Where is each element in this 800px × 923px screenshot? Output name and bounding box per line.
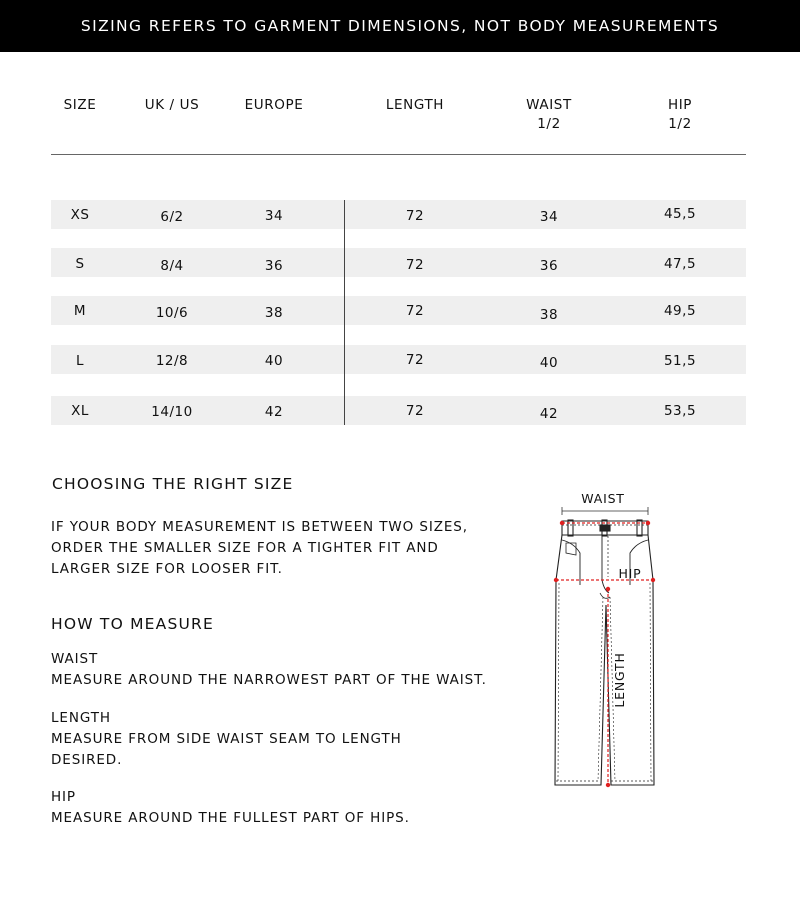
choosing-text xyxy=(51,517,468,580)
length-text xyxy=(51,729,402,771)
header-size-label: SIZE xyxy=(63,97,97,113)
choosing-line: IF YOUR BODY MEASUREMENT IS BETWEEN TWO SIZES, xyxy=(51,519,468,535)
waist-text xyxy=(51,670,487,691)
cell-europe: 38 xyxy=(264,305,284,321)
cell-ukus: 8/4 xyxy=(160,258,184,274)
hip-line: MEASURE AROUND THE FULLEST PART OF HIPS. xyxy=(51,810,410,826)
cell-waist: 42 xyxy=(539,406,559,422)
top-banner: SIZING REFERS TO GARMENT DIMENSIONS, NOT BODY MEASUREMENTS xyxy=(0,0,800,52)
cell-size: L xyxy=(75,353,85,369)
jeans-illustration-icon xyxy=(540,485,670,805)
header-waist-sub: 1/2 xyxy=(537,116,561,132)
cell-waist: 36 xyxy=(539,258,559,274)
length-line: MEASURE FROM SIDE WAIST SEAM TO LENGTH xyxy=(51,731,402,747)
header-size xyxy=(40,96,120,115)
header-length xyxy=(375,96,455,115)
cell-ukus: 12/8 xyxy=(155,353,189,369)
cell-waist: 34 xyxy=(539,209,559,225)
header-length-label: LENGTH xyxy=(385,97,445,113)
header-divider xyxy=(51,154,746,155)
cell-europe: 42 xyxy=(264,404,284,420)
waist-heading: WAIST xyxy=(51,651,99,667)
cell-hip: 47,5 xyxy=(663,256,697,272)
length-line: DESIRED. xyxy=(51,752,123,768)
cell-hip: 53,5 xyxy=(663,403,697,419)
cell-hip: 49,5 xyxy=(663,303,697,319)
choosing-line: ORDER THE SMALLER SIZE FOR A TIGHTER FIT AND xyxy=(51,540,439,556)
cell-size: XS xyxy=(70,207,90,223)
cell-ukus: 6/2 xyxy=(160,209,184,225)
diagram-length-label: LENGTH xyxy=(612,652,627,708)
header-ukus xyxy=(132,96,212,115)
header-hip-sub: 1/2 xyxy=(668,116,692,132)
cell-length: 72 xyxy=(405,257,425,273)
hip-heading: HIP xyxy=(51,789,76,805)
length-heading: LENGTH xyxy=(51,710,111,726)
choosing-title: CHOOSING THE RIGHT SIZE xyxy=(52,475,294,493)
header-europe xyxy=(234,96,314,115)
cell-length: 72 xyxy=(405,352,425,368)
cell-length: 72 xyxy=(405,208,425,224)
diagram-waist-label: WAIST xyxy=(581,491,625,506)
header-hip xyxy=(640,96,720,134)
header-hip-label: HIP xyxy=(667,97,693,113)
diagram-hip-label: HIP xyxy=(618,566,642,581)
cell-ukus: 10/6 xyxy=(155,305,189,321)
cell-length: 72 xyxy=(405,403,425,419)
header-waist-label: WAIST xyxy=(526,97,572,113)
cell-length: 72 xyxy=(405,303,425,319)
header-ukus-label: UK / US xyxy=(144,97,200,113)
how-to-measure-title: HOW TO MEASURE xyxy=(51,615,215,633)
cell-europe: 40 xyxy=(264,353,284,369)
cell-europe: 36 xyxy=(264,258,284,274)
cell-ukus: 14/10 xyxy=(151,404,193,420)
choosing-line: LARGER SIZE FOR LOOSER FIT. xyxy=(51,561,283,577)
hip-text xyxy=(51,808,410,829)
header-europe-label: EUROPE xyxy=(244,97,304,113)
cell-hip: 51,5 xyxy=(663,353,697,369)
header-waist xyxy=(509,96,589,134)
cell-europe: 34 xyxy=(264,208,284,224)
waist-line: MEASURE AROUND THE NARROWEST PART OF THE WAIST. xyxy=(51,672,487,688)
column-divider xyxy=(344,200,345,425)
cell-waist: 40 xyxy=(539,355,559,371)
cell-waist: 38 xyxy=(539,307,559,323)
cell-hip: 45,5 xyxy=(663,206,697,222)
cell-size: M xyxy=(73,303,87,319)
cell-size: S xyxy=(75,256,85,272)
cell-size: XL xyxy=(71,403,89,419)
